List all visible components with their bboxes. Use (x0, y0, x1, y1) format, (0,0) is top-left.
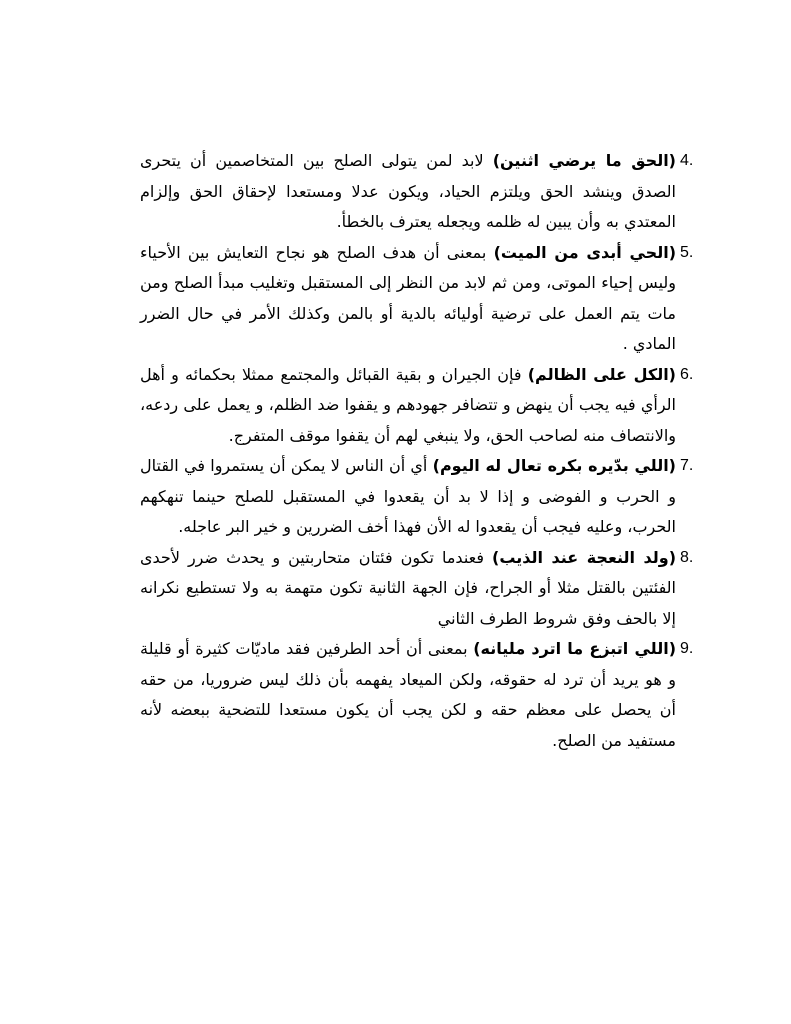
proverb-explanation: لابد لمن يتولى الصلح بين المتخاصمين أن يتحرى الصدق وينشد الحق ويلتزم الحياد، ويكون عدلا ومستعدا لإحقاق الحق وإلزام المعتدي به وأن يبين له ظلمه ويجعله يعترف بالخطأ. (140, 151, 676, 231)
list-item (140, 146, 694, 238)
item-number: 4. (680, 152, 694, 169)
list-item (140, 543, 694, 635)
item-number: 5. (680, 243, 694, 261)
proverb-explanation: فإن الجيران و بقية القبائل والمجتمع ممثلا بحكمائه و أهل الرأي فيه يجب أن ينهض و تتضافر جهودهم و يقفوا ضد الظلم، و يعمل على ردعه، والانتصاف منه لصاحب الحق، ولا ينبغي لهم أن يقفوا موقف المتفرج. (140, 364, 676, 445)
item-number: 6. (680, 365, 694, 383)
proverbs-list (140, 146, 694, 756)
item-number: 8. (680, 548, 694, 566)
list-item (140, 360, 694, 452)
proverb-explanation: فعندما تكون فئتان متحاربتين و يحدث ضرر لأحدى الفئتين بالقتل مثلا أو الجراح، فإن الجهة الثانية تكون متهمة به ولا تستطيع نكرانه إلا بالحف وفق شروط الطرف الثاني (140, 547, 676, 628)
proverb-explanation: بمعنى أن هدف الصلح هو نجاح التعايش بين الأحياء وليس إحياء الموتى، ومن ثم لابد من النظر إلى المستقبل وتغليب مبدأ الصلح ومن مات يتم العمل على ترضية أوليائه بالدية أو بالمن وكذلك الأمر في حال الضرر المادي . (140, 242, 676, 353)
proverb-title: (الحق ما يرضي اثنين) (492, 151, 676, 170)
list-item (140, 451, 694, 543)
list-item (140, 238, 694, 360)
proverb-title: (ولد النعجة عند الذيب) (492, 547, 677, 567)
item-number: 7. (680, 457, 694, 474)
proverb-title: (اللي اتبزع ما اترد مليانه) (473, 639, 677, 658)
list-item (140, 634, 694, 756)
proverb-title: (الكل على الظالم) (527, 364, 676, 384)
proverb-title: (اللي بدّيره بكره تعال له اليوم) (432, 456, 676, 475)
proverb-title: (الحي أبدى من الميت) (493, 242, 677, 262)
item-number: 9. (680, 640, 694, 657)
document-body (140, 146, 694, 756)
proverb-explanation: بمعنى أن أحد الطرفين فقد ماديّات كثيرة أو قليلة و هو يريد أن ترد له حقوقه، ولكن الميعاد يفهمه بأن ذلك ليس ضروريا، من حقه أن يحصل على معظم حقه و لكن يجب أن يكون مستعدا للتضحية ببعضه لأنه مستفيد من الصلح. (140, 639, 676, 750)
proverb-explanation: أي أن الناس لا يمكن أن يستمروا في القتال و الحرب و الفوضى و إذا لا بد أن يقعدوا في المستقبل للصلح حينما تنهكهم الحرب، وعليه فيجب أن يقعدوا له الأن فهذا أخف الضررين و خير البر عاجله. (140, 456, 676, 536)
